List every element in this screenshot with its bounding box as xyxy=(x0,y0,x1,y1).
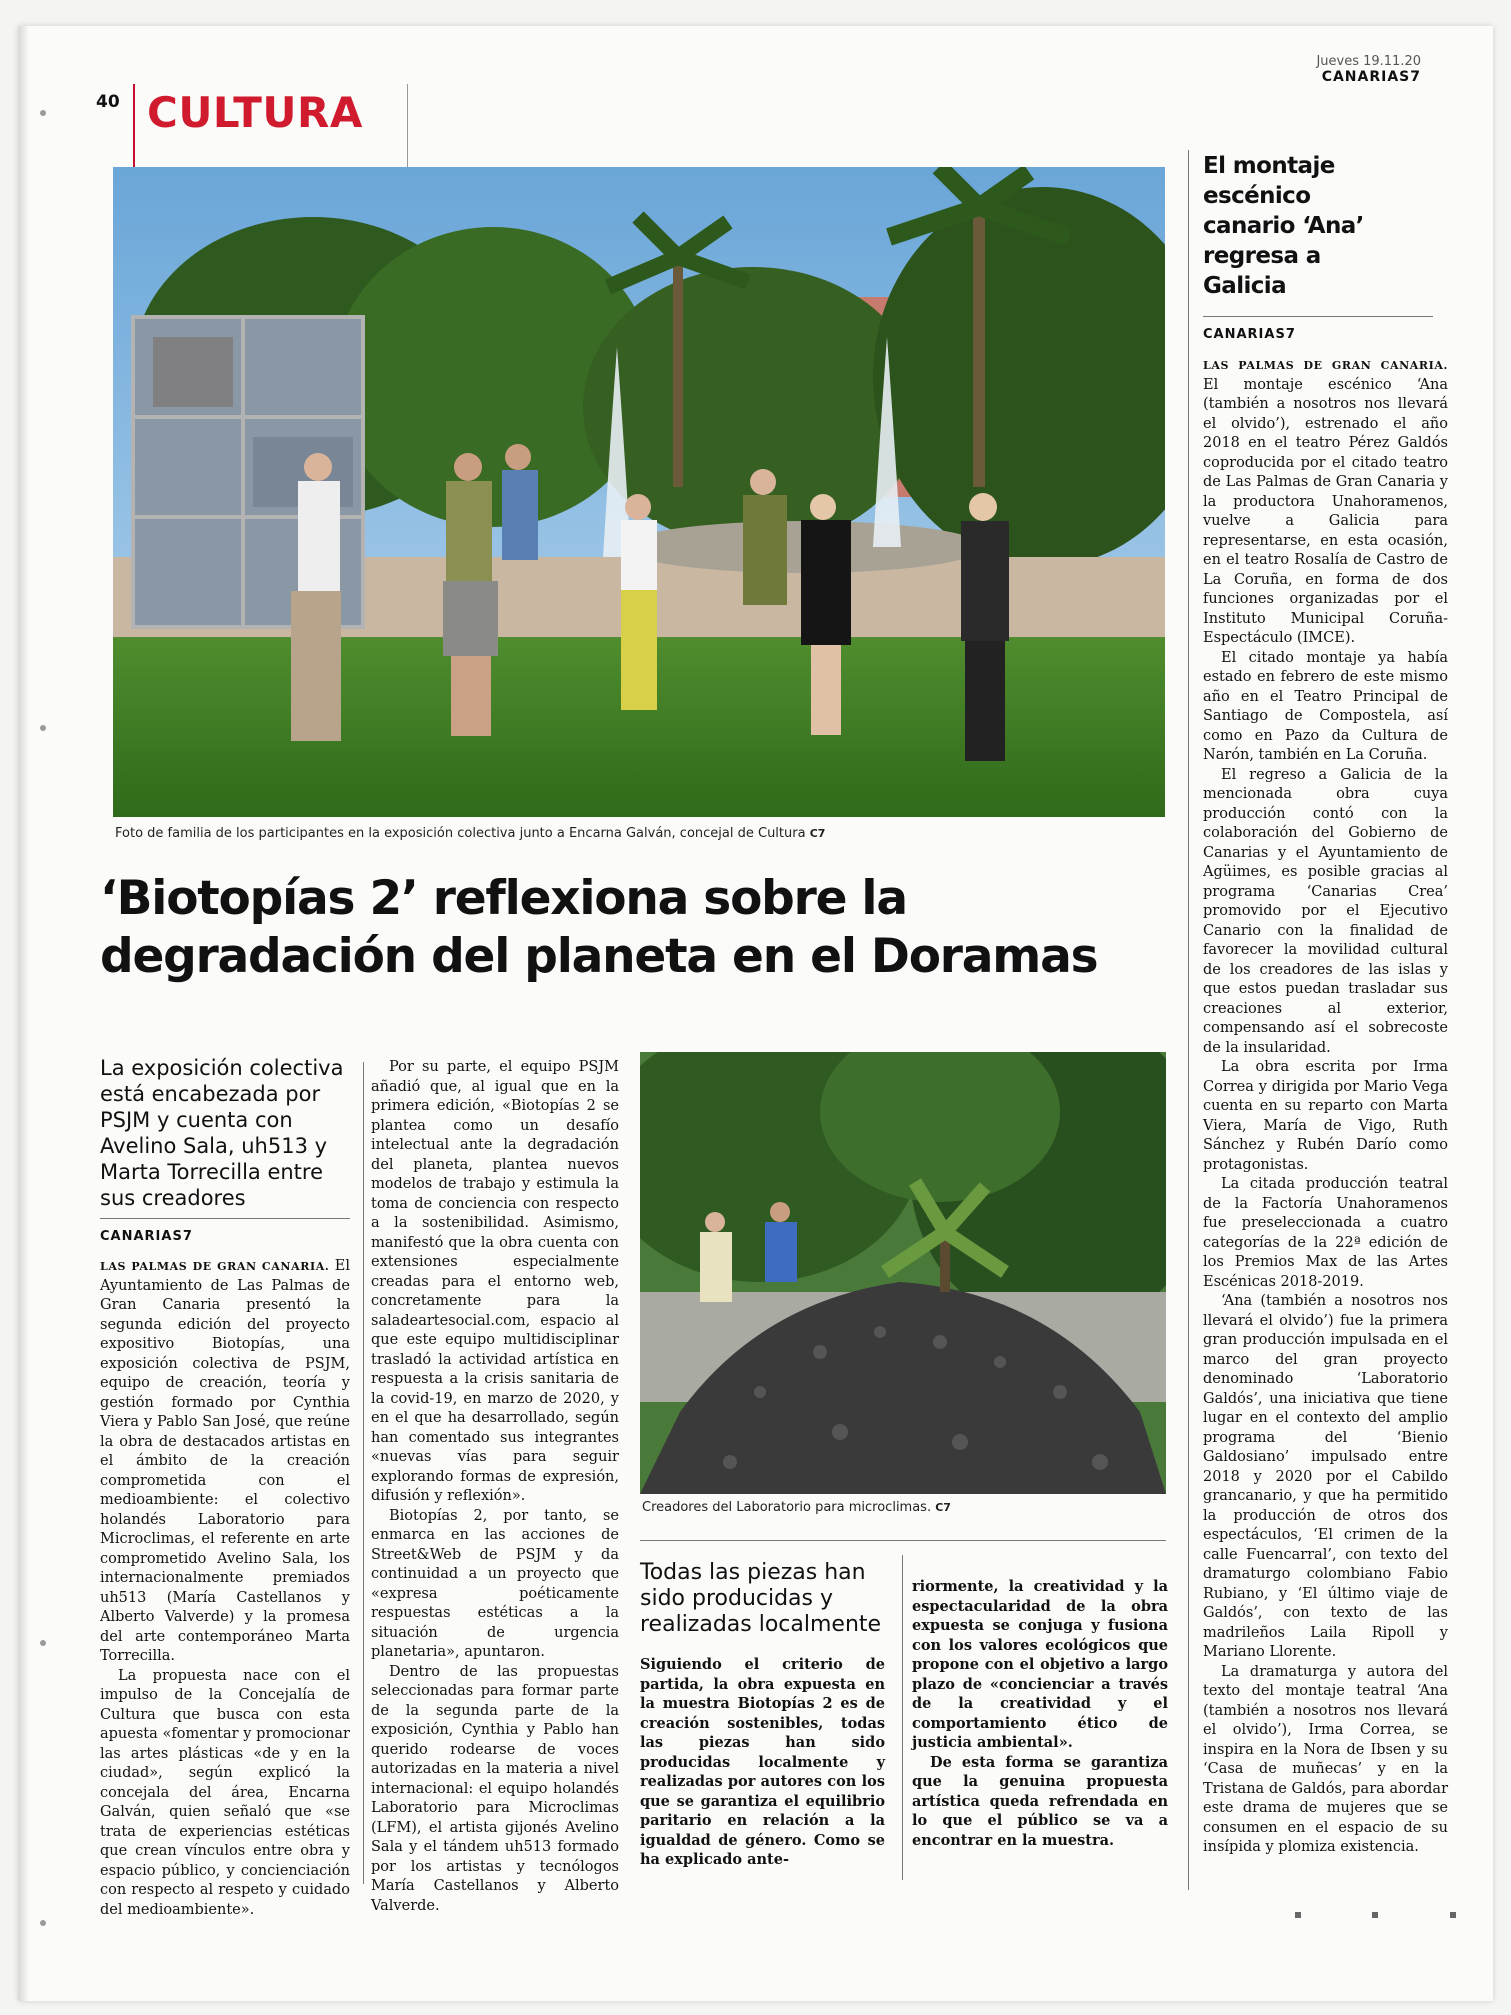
caption-text: Creadores del Laboratorio para microclimas. xyxy=(642,1500,932,1515)
sidebar-column xyxy=(1203,356,1448,1858)
article-column-1 xyxy=(100,1257,350,1920)
paragraph: Biotopías 2, por tanto, se enmarca en las acciones de Street&Web de PSJM y da continuidad a un proyecto que «expresa poéticamente respuestas estéticas a la situación de urgencia planetaria», apuntaron. xyxy=(371,1507,619,1660)
paragraph: LAS PALMAS DE GRAN CANARIA. El Ayuntamiento de Las Palmas de Gran Canaria presentó la segunda edición del proyecto expositivo Biotopías, una exposición colectiva de PSJM, equipo de creación, teoría y gestión formado por Cynthia Viera y Pablo San José, que reúne la obra de destacados artistas en el ámbito de la creación comprometida con el medioambiente: el colectivo holandés Laboratorio para Microclimas, el referente en arte comprometido Avelino Sala, los internacionalmente premiados uh513 (María Castellanos y Alberto Valverde) y la promesa del arte contemporáneo Marta Torrecilla. xyxy=(100,1258,350,1664)
box-column-1 xyxy=(640,1655,885,1870)
headline-line-2: degradación del planeta en el Doramas xyxy=(100,929,1098,984)
paragraph: La citada producción teatral de la Factoría Unahoramenos fue preseleccionada a cuatro categorías de la 22ª edición de los Premios Max de las Artes Escénicas 2018-2019. xyxy=(1203,1176,1448,1290)
article-byline: CANARIAS7 xyxy=(100,1218,350,1244)
sidebar-rule xyxy=(1188,150,1189,1890)
box-column-2 xyxy=(912,1577,1168,1850)
article-subheadline: La exposición colectiva está encabezada por PSJM y cuenta con Avelino Sala, uh513 y Marta Torrecilla entre sus creadores xyxy=(100,1056,344,1210)
second-photo-caption xyxy=(642,1500,1162,1515)
page-number: 40 xyxy=(96,92,120,112)
box-rule xyxy=(640,1540,1166,1541)
main-photo xyxy=(113,167,1165,817)
paragraph: La propuesta nace con el impulso de la Concejalía de Cultura que busca con esta apuesta «fomentar y promocionar las artes plásticas «de y en la ciudad», según explicó la concejala del área, Encarna Galván, quien señaló que «se trata de experiencias estéticas que crean vínculos entre obra y espacio público, y concienciación con respecto al respeto y cuidado del medioambiente». xyxy=(100,1667,350,1918)
second-photo xyxy=(640,1052,1166,1494)
dateline: LAS PALMAS DE GRAN CANARIA. xyxy=(100,1260,330,1273)
paragraph: Siguiendo el criterio de partida, la obra expuesta en la muestra Biotopías 2 es de creación sostenibles, todas las piezas han sido producidas localmente y realizadas por autores con los que se garantiza el equilibrio paritario en relación a la igualdad de género. Como se ha explicado ante- xyxy=(640,1656,885,1868)
caption-text: Foto de familia de los participantes en la exposición colectiva junto a Encarna Galván, concejal de Cultura xyxy=(115,826,806,841)
paragraph: riormente, la creatividad y la espectacularidad de la obra expuesta se conjuga y fusiona con los valores ecológicos que propone con el objetivo a largo plazo de «concienciar a través de la creatividad y el comportamiento ético de justicia ambiental». xyxy=(912,1578,1168,1751)
page-fold xyxy=(18,26,28,2001)
headline-line-1: ‘Biotopías 2’ reflexiona sobre la xyxy=(100,871,907,926)
main-photo-caption xyxy=(115,826,1165,841)
paragraph: ‘Ana (también a nosotros nos llevará el olvido’) fue la primera gran producción impulsada en el marco del gran proyecto denominado ‘Laboratorio Galdós’, una iniciativa que tiene lugar en el contexto del amplio programa del ‘Bienio Galdosiano’ impulsado entre 2018 y 2020 por el Cabildo grancanario, y que ha permitido la producción de otros dos espectáculos, ‘El crimen de la calle Fuencarral’, con texto del dramaturgo colombiano Fabio Rubiano, y ‘El último viaje de Galdós’, con texto de las madrileños Laila Ripoll y Mariano Llorente. xyxy=(1203,1293,1448,1660)
section-title: CULTURA xyxy=(147,88,363,137)
sidebar-headline: El montaje escénico canario ‘Ana’ regresa a Galicia xyxy=(1203,153,1364,299)
paragraph: El regreso a Galicia de la mencionada obra cuya producción contó con la colaboración del Gobierno de Canarias y el Ayuntamiento de Agüimes, es posible gracias al programa ‘Canarias Crea’ promovido por el Ejecutivo Canario con la finalidad de favorecer la movilidad cultural de los creadores de las islas y que estos puedan trasladar sus creaciones al exterior, compensando así el sobrecoste de la insularidad. xyxy=(1203,766,1448,1056)
paragraph: La dramaturga y autora del texto del montaje teatral ‘Ana (también a nosotros nos llevará el olvido’), Irma Correa, se inspira en la Nora de Ibsen y su ‘Casa de muñecas’ y en la Tristana de Galdós, para abordar este drama de mujeres que se consumen en el espacio de su insípida y plomiza existencia. xyxy=(1203,1663,1448,1855)
newspaper-name: CANARIAS7 xyxy=(1321,69,1421,85)
article-headline xyxy=(100,870,1150,986)
photo-credit: C7 xyxy=(935,1501,951,1514)
section-rule xyxy=(133,84,135,168)
paragraph: Por su parte, el equipo PSJM añadió que, al igual que en la primera edición, «Biotopías 2 se plantea como un desafío intelectual ante la degradación del planeta, plantea nuevos modelos de trabajo y estimula la toma de conciencia con respecto a la sostenibilidad. Asimismo, manifestó que la obra cuenta con extensiones especialmente creadas para el entorno web, concretamente para la saladeartesocial.com, espacio al que este equipo multidisciplinar trasladó la actividad artística en respuesta a la crisis sanitaria de la covid-19, en marzo de 2020, y en el que ha desarrollado, según han comentado sus integrantes «nuevas vías para seguir explorando formas de expresión, difusión y reflexión». xyxy=(371,1059,619,1504)
dateline: LAS PALMAS DE GRAN CANARIA. xyxy=(1203,359,1448,372)
paragraph: Dentro de las propuestas seleccionadas para formar parte de la segunda parte de la exposición, Cynthia y Pablo han querido rodearse de voces autorizadas en la materia a nivel internacional: el equipo holandés Laboratorio para Microclimas (LFM), el artista gijonés Avelino Sala y el tándem uh513 formado por los artistas y tecnólogos María Castellanos y Alberto Valverde. xyxy=(371,1663,619,1914)
masthead xyxy=(1316,54,1421,85)
paragraph: La obra escrita por Irma Correa y dirigida por Mario Vega cuenta en su reparto con Marta Viera, María de Vigo, Ruth Sánchez y Rubén Darío como protagonistas. xyxy=(1203,1059,1448,1173)
sidebar-byline: CANARIAS7 xyxy=(1203,316,1433,342)
photo-credit: C7 xyxy=(809,827,826,840)
paragraph: LAS PALMAS DE GRAN CANARIA. El montaje escénico ‘Ana (también a nosotros nos llevará el olvido’), estrenado el año 2018 en el teatro Pérez Galdós coproducida por el citado teatro de Las Palmas de Gran Canaria y la productora Unahoramenos, vuelve a Galicia para representarse, en esta ocasión, en el teatro Rosalía de Castro de La Coruña, en forma de dos funciones organizadas por el Instituto Municipal Coruña-Espectáculo (IMCE). xyxy=(1203,359,1448,646)
article-column-2 xyxy=(371,1058,619,1916)
section-divider xyxy=(407,84,408,168)
paragraph: De esta forma se garantiza que la genuina propuesta artística queda refrendada en lo que el público se va a encontrar en la muestra. xyxy=(912,1753,1168,1849)
paragraph: El citado montaje ya había estado en febrero de este mismo año en el Teatro Principal de Santiago de Compostela, así como en Pazo da Cultura de Narón, también en La Coruña. xyxy=(1203,649,1448,763)
column-rule xyxy=(902,1555,903,1880)
box-headline: Todas las piezas han sido producidas y realizadas localmente xyxy=(640,1560,882,1637)
edition-date: Jueves 19.11.20 xyxy=(1316,54,1421,69)
column-rule xyxy=(363,1062,364,1884)
